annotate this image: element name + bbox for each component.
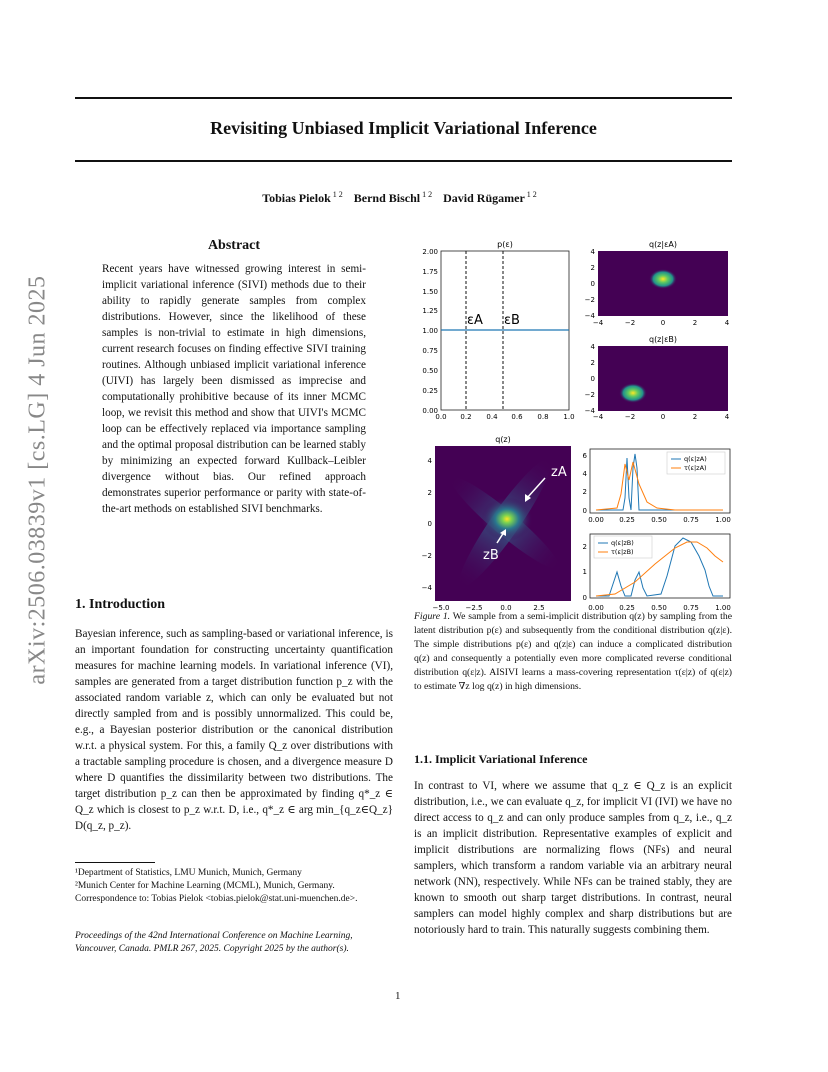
z-a-label: zA [551,465,567,480]
density-blob [649,269,677,289]
heatmap-background [598,346,728,411]
author-name: David Rügamer [443,191,525,205]
y-tick: 0.50 [422,367,438,375]
abstract-heading: Abstract [207,238,261,253]
x-tick: −5.0 [432,604,450,612]
figure-caption-label: Figure 1. [414,611,451,622]
y-tick: 1.75 [422,268,438,276]
y-tick: 1.50 [422,288,438,296]
x-tick: 0.50 [651,604,667,612]
figure-1 [405,236,735,612]
legend-label: τ(ε|zB) [611,548,634,556]
y-tick: 1 [582,568,587,576]
y-tick: −4 [584,407,595,415]
arxiv-identifier: arXiv:2506.03839v1 [cs.LG] 4 Jun 2025 [24,275,51,685]
x-tick: 0.00 [588,516,604,524]
x-tick: 0.50 [651,516,667,524]
y-tick: −4 [584,312,595,320]
figure-caption [414,610,732,694]
x-tick: 0.8 [537,413,549,421]
conditional-b-panel [583,534,731,612]
panel-title: q(z) [495,435,511,444]
y-tick: 0 [582,507,587,515]
x-tick: 0.2 [460,413,472,421]
x-tick: −4 [592,319,604,327]
x-tick: 4 [724,319,730,327]
y-tick: 2 [427,489,432,497]
x-tick: 1.0 [563,413,575,421]
x-tick-labels [593,413,730,421]
q-z-eps-a-panel [585,240,730,327]
x-tick: −2 [624,319,636,327]
author-affiliation: 1 2 [422,190,433,199]
y-tick-labels [422,248,438,415]
panel-title: q(z|εA) [648,240,678,249]
author-list [75,190,732,206]
q-z-eps-b-panel [585,335,730,421]
x-tick: 0.0 [435,413,447,421]
y-tick: −2 [421,552,432,560]
x-tick: 2.5 [533,604,545,612]
y-tick: 4 [590,248,595,256]
y-tick: 4 [582,470,587,478]
y-tick: 2 [582,543,587,551]
y-tick: 0.25 [422,387,438,395]
x-tick: 1.00 [715,604,731,612]
y-tick-labels [585,248,596,320]
x-tick: 0 [660,319,666,327]
subsection-heading: 1.1. Implicit Variational Inference [414,752,588,766]
y-tick: −4 [421,584,432,592]
y-tick: 1.25 [422,307,438,315]
x-tick: 0.0 [500,604,512,612]
x-tick: 4 [724,413,730,421]
x-tick: 0.75 [683,604,699,612]
x-tick: 2 [692,319,698,327]
introduction-heading: 1. Introduction [75,597,165,612]
y-tick: 0 [427,520,432,528]
density-core [481,497,533,541]
y-tick: 2 [590,264,595,272]
x-tick: 0.6 [511,413,523,421]
author-name: Bernd Bischl [353,191,421,205]
footnotes [75,862,393,906]
author-affiliation: 1 2 [526,190,537,199]
proceedings-note: Proceedings of the 42nd International Conference on Machine Learning, Vancouver, Canada. PMLR 267, 2025. Copyright 2025 by the author(s). [75,931,353,954]
legend-label: τ(ε|zA) [684,464,707,472]
x-tick: 0.00 [588,604,604,612]
y-tick: 2 [582,488,587,496]
x-tick: 2 [692,413,698,421]
y-tick-labels [583,452,588,515]
density-blob [619,383,647,403]
paper-title: Revisiting Unbiased Implicit Variational Inference [210,118,597,138]
top-rule [75,97,732,99]
panel-title: q(z|εB) [648,335,678,344]
x-tick: −2.5 [465,604,483,612]
y-tick: 0 [582,594,587,602]
q-z-panel [422,435,571,612]
x-tick-labels [435,413,574,421]
author-affiliation: 1 2 [332,190,343,199]
x-tick: 0 [660,413,666,421]
title-rule [75,160,732,162]
x-tick: 0.4 [486,413,498,421]
y-tick-labels [422,457,433,592]
panel-title: p(ε) [497,240,513,249]
x-tick: 0.25 [619,604,635,612]
y-tick: 0 [590,375,595,383]
legend-label: q(ε|zA) [684,455,707,463]
figure-caption-text: We sample from a semi-implicit distribution q(z) by sampling from the latent distribution p(ε) and subsequently from the conditional distribution q(z|ε). The simple distributions p(ε) and q(z|ε) can induce a complicated distribution q(z) and consequently a potentially even more complicated reverse conditional distribution q(ε|z). AISIVI learns a mass-covering representation τ(ε|z) of q(ε|z) to estimate ∇z log q(z) in high dimensions. [414,611,732,692]
x-tick: −2 [624,413,636,421]
x-tick-labels [588,516,731,524]
author-name: Tobias Pielok [262,191,331,205]
subsection-text: In contrast to VI, where we assume that q_z ∈ Q_z is an explicit distribution, i.e., we can evaluate q_z, for implicit VI (IVI) we have no direct access to q_z and can only produce samples from q_z, i.e., q_z is an implicit distribution. Representative examples of explicit and implicit distributions are normalizing flows (NFs) and neural samplers, which transform a random variable via an arbitrary neural network (NN), respectively. While NFs can be trained stably, they are known to smooth out sharp target distributions. In contrast, neural samplers can model highly complex and sharp distributions but are notoriously hard to train. This naturally suggests combining them. [414,780,732,936]
y-tick: −2 [584,391,595,399]
x-tick-labels [593,319,730,327]
legend [594,536,652,558]
y-tick: 4 [590,343,595,351]
footnote-affiliation-2: ²Munich Center for Machine Learning (MCML), Munich, Germany. Correspondence to: Tobias Pielok <tobias.pielok@stat.uni-muenchen.de>. [75,881,358,904]
y-tick: 4 [427,457,432,465]
x-tick: 1.00 [715,516,731,524]
y-tick: 2.00 [422,248,438,256]
footnote-rule [75,862,155,863]
y-tick-labels [585,343,596,415]
conditional-a-panel [583,449,731,524]
abstract-text: Recent years have witnessed growing interest in semi-implicit variational inference (SIVI) methods due to their ability to rapidly generate samples from complex distributions. However, since the likelihood of these samples is non-trivial to estimate in high dimensions, current research focuses on finding effective SIVI training routines. Although unbiased implicit variational inference (UIVI) has largely been dismissed as imprecise and computationally prohibitive because of its inner MCMC loop, we revisit this method and show that UIVI's MCMC loop can be effectively replaced via importance sampling and the optimal proposal distribution can be learned stably by minimizing an expected forward Kullback–Leibler divergence without bias. Our refined approach demonstrates superior performance or parity with state-of-the-art methods on established SIVI benchmarks. [102,263,366,515]
y-tick: 0.75 [422,347,438,355]
page-number: 1 [395,990,401,1002]
y-tick: 2 [590,359,595,367]
x-tick: −4 [592,413,604,421]
footnote-affiliation-1: ¹Department of Statistics, LMU Munich, Munich, Germany [75,868,302,878]
y-tick: 0 [590,280,595,288]
z-b-label: zB [483,548,499,563]
x-tick: 0.25 [619,516,635,524]
y-tick: 1.00 [422,327,438,335]
p-eps-panel [422,240,574,421]
introduction-text: Bayesian inference, such as sampling-based or variational inference, is an important foundation for constructing uncertainty quantification measures for machine learning models. In variational inference (VI), samples are generated from a target distribution function p_z with the associated random variable z, which can only be evaluated but not directly sampled from and is possibly unnormalized. This could be, e.g., a Bayesian posterior distribution or the canonical distribution w.r.t. a physical system. For this, a family Q_z over distributions with a tractable sampling procedure is chosen, and a divergence measure D where D quantifies the dissimilarity between two distributions. The target distribution p_z can then be approximated by finding q*_z ∈ Q_z which is closest to p_z w.r.t. D, i.e., q*_z ∈ arg min_{q_z∈Q_z} D(q_z, p_z). [75,628,393,832]
y-tick: 0.00 [422,407,438,415]
x-tick: 0.75 [683,516,699,524]
y-tick: 6 [582,452,587,460]
y-tick: −2 [584,296,595,304]
eps-b-label: εB [504,313,520,328]
legend-label: q(ε|zB) [611,539,634,547]
legend [667,452,725,474]
y-tick-labels [583,543,587,602]
eps-a-label: εA [467,313,483,328]
